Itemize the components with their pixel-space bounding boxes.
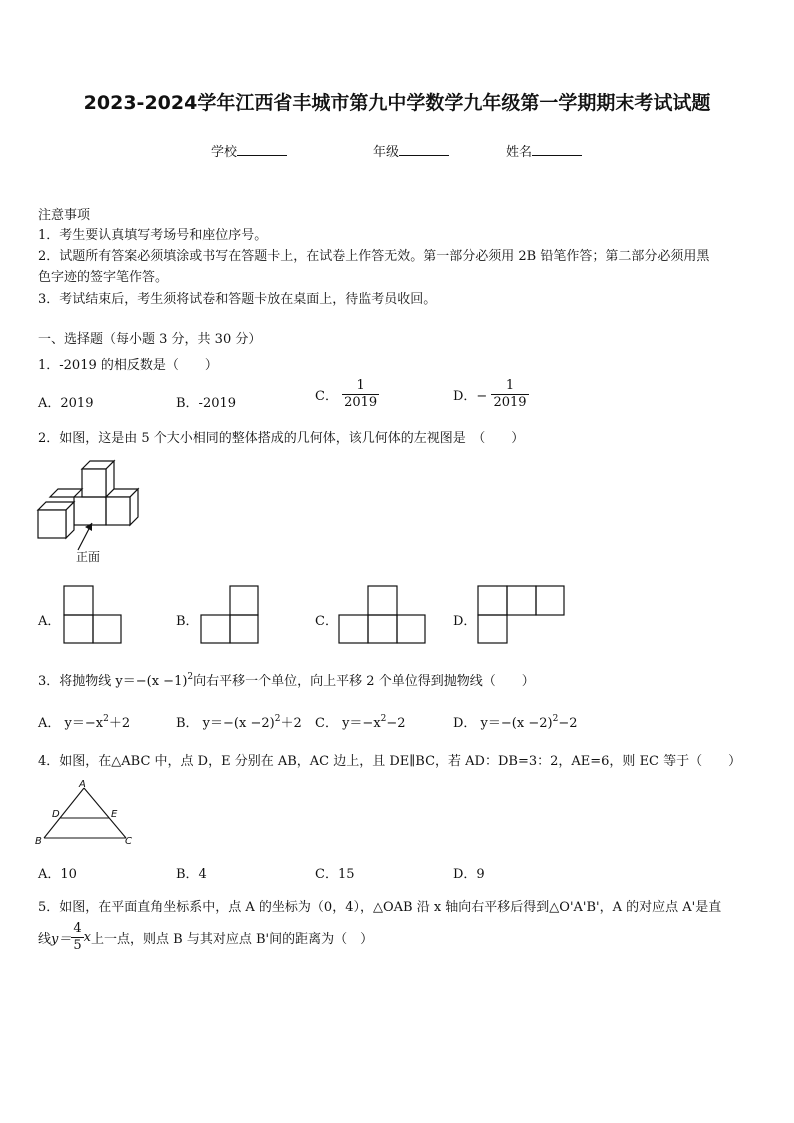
q3-stem-pre: 3．将抛物线 y＝−(x −1) <box>38 674 188 689</box>
label-c: C <box>125 836 132 847</box>
q3-a-sup: 2 <box>103 714 109 724</box>
grade-blank <box>399 143 449 156</box>
name-field <box>506 141 582 160</box>
q2-option-d: D． <box>453 614 477 629</box>
q1-d-label: D．− <box>453 389 488 404</box>
q3-c-pre: C． y＝−x <box>315 716 381 731</box>
q5-line2-pre: 线 <box>38 932 52 947</box>
q1-d-fraction <box>491 378 528 411</box>
q3-option-c <box>315 712 406 731</box>
q4-triangle-figure <box>34 778 136 848</box>
q1-c-fraction <box>342 378 379 411</box>
q3-stem-sup: 2 <box>187 672 194 682</box>
name-label: 姓名 <box>506 145 533 160</box>
front-label: 正面 <box>76 550 101 564</box>
q3-d-post: −2 <box>558 716 578 731</box>
school-blank <box>237 143 287 156</box>
q4-option-c: C．15 <box>315 867 355 882</box>
q5-eq-y: y＝ <box>51 932 72 947</box>
side-ab <box>44 788 84 838</box>
q3-c-post: −2 <box>386 716 406 731</box>
q5-line-2 <box>38 921 373 954</box>
q5-eq-fraction <box>71 921 83 954</box>
label-d: D <box>52 809 60 820</box>
name-blank <box>532 143 582 156</box>
q5-eq-num: 4 <box>73 921 82 936</box>
q3-a-post: ＋2 <box>108 716 131 731</box>
q3-option-d <box>453 712 577 731</box>
q3-d-sup: 2 <box>552 714 559 724</box>
notice-item-2-cont: 色字迹的签字笔作答。 <box>38 270 169 285</box>
q1-option-c <box>315 378 379 411</box>
q4-option-a: A．10 <box>38 867 77 882</box>
q3-option-a <box>38 712 130 731</box>
middle-cube-front-face <box>74 497 106 525</box>
right-cube-front-face <box>106 497 130 525</box>
section-heading: 一、选择题（每小题 3 分，共 30 分） <box>38 332 262 347</box>
q1-stem: 1．-2019 的相反数是（ ） <box>38 358 218 373</box>
q2-view-d <box>477 585 567 645</box>
q5-eq-x: x <box>83 930 91 945</box>
q3-stem-post: 向右平移一个单位，向上平移 2 个单位得到抛物线（ ） <box>193 674 535 689</box>
top-cube-front-face <box>82 469 106 497</box>
q3-a-pre: A． y＝−x <box>38 716 104 731</box>
q2-option-a: A． <box>38 614 61 629</box>
grade-label: 年级 <box>373 145 400 160</box>
q2-view-a <box>63 585 123 645</box>
q4-stem: 4．如图，在△ABC 中，点 D，E 分别在 AB，AC 边上，且 DE∥BC，若 AD：DB=3：2，AE=6，则 EC 等于（ ） <box>38 754 742 769</box>
back-left-cube-top <box>50 489 82 497</box>
q5-line-1: 5．如图，在平面直角坐标系中，点 A 的坐标为（0，4），△OAB 沿 x 轴向右平移后得到△O'A'B'，A 的对应点 A'是直 <box>38 900 722 915</box>
q1-d-num: 1 <box>505 378 515 393</box>
q1-d-den: 2019 <box>493 395 527 410</box>
q5-line2-post: 上一点，则点 B 与其对应点 B'间的距离为（ ） <box>91 932 374 947</box>
q1-option-b: B．-2019 <box>176 396 237 411</box>
q1-option-d <box>453 378 529 411</box>
q1-c-num: 1 <box>356 378 365 393</box>
label-a: A <box>79 779 86 790</box>
q4-option-b: B．4 <box>176 867 207 882</box>
q2-option-c: C． <box>315 614 338 629</box>
q3-stem <box>38 670 535 689</box>
q2-option-b: B． <box>176 614 199 629</box>
q3-option-b <box>176 712 302 731</box>
q3-b-sup: 2 <box>274 714 281 724</box>
q3-c-sup: 2 <box>380 714 387 724</box>
q2-solid-figure <box>30 455 150 570</box>
school-label: 学校 <box>211 145 238 160</box>
page-title: 2023-2024学年江西省丰城市第九中学数学九年级第一学期期末考试试题 <box>83 92 711 114</box>
q1-c-den: 2019 <box>344 395 378 410</box>
notice-item-3: 3．考试结束后，考生须将试卷和答题卡放在桌面上，待监考员收回。 <box>38 292 437 307</box>
label-e: E <box>111 809 118 820</box>
school-field <box>211 141 287 160</box>
q3-b-post: ＋2 <box>280 716 302 731</box>
front-left-cube-front <box>38 510 66 538</box>
q2-stem: 2．如图，这是由 5 个大小相同的整体搭成的几何体，该几何体的左视图是 （ ） <box>38 431 525 446</box>
grade-field <box>373 141 449 160</box>
q1-c-label: C． <box>315 389 338 404</box>
notice-heading: 注意事项 <box>38 208 91 223</box>
q4-option-d: D．9 <box>453 867 485 882</box>
notice-item-1: 1．考生要认真填写考场号和座位序号。 <box>38 228 268 243</box>
notice-item-2: 2．试题所有答案必须填涂或书写在答题卡上，在试卷上作答无效。第一部分必须用 2B 铅笔作答；第二部分必须用黑 <box>38 249 710 264</box>
q1-option-a: A．2019 <box>38 396 94 411</box>
q5-eq-den: 5 <box>73 938 82 953</box>
q3-d-pre: D． y＝−(x −2) <box>453 716 553 731</box>
q2-view-b <box>200 585 260 645</box>
label-b: B <box>35 836 42 847</box>
side-ac <box>84 788 126 838</box>
q2-view-c <box>338 585 428 645</box>
q3-b-pre: B． y＝−(x −2) <box>176 716 275 731</box>
